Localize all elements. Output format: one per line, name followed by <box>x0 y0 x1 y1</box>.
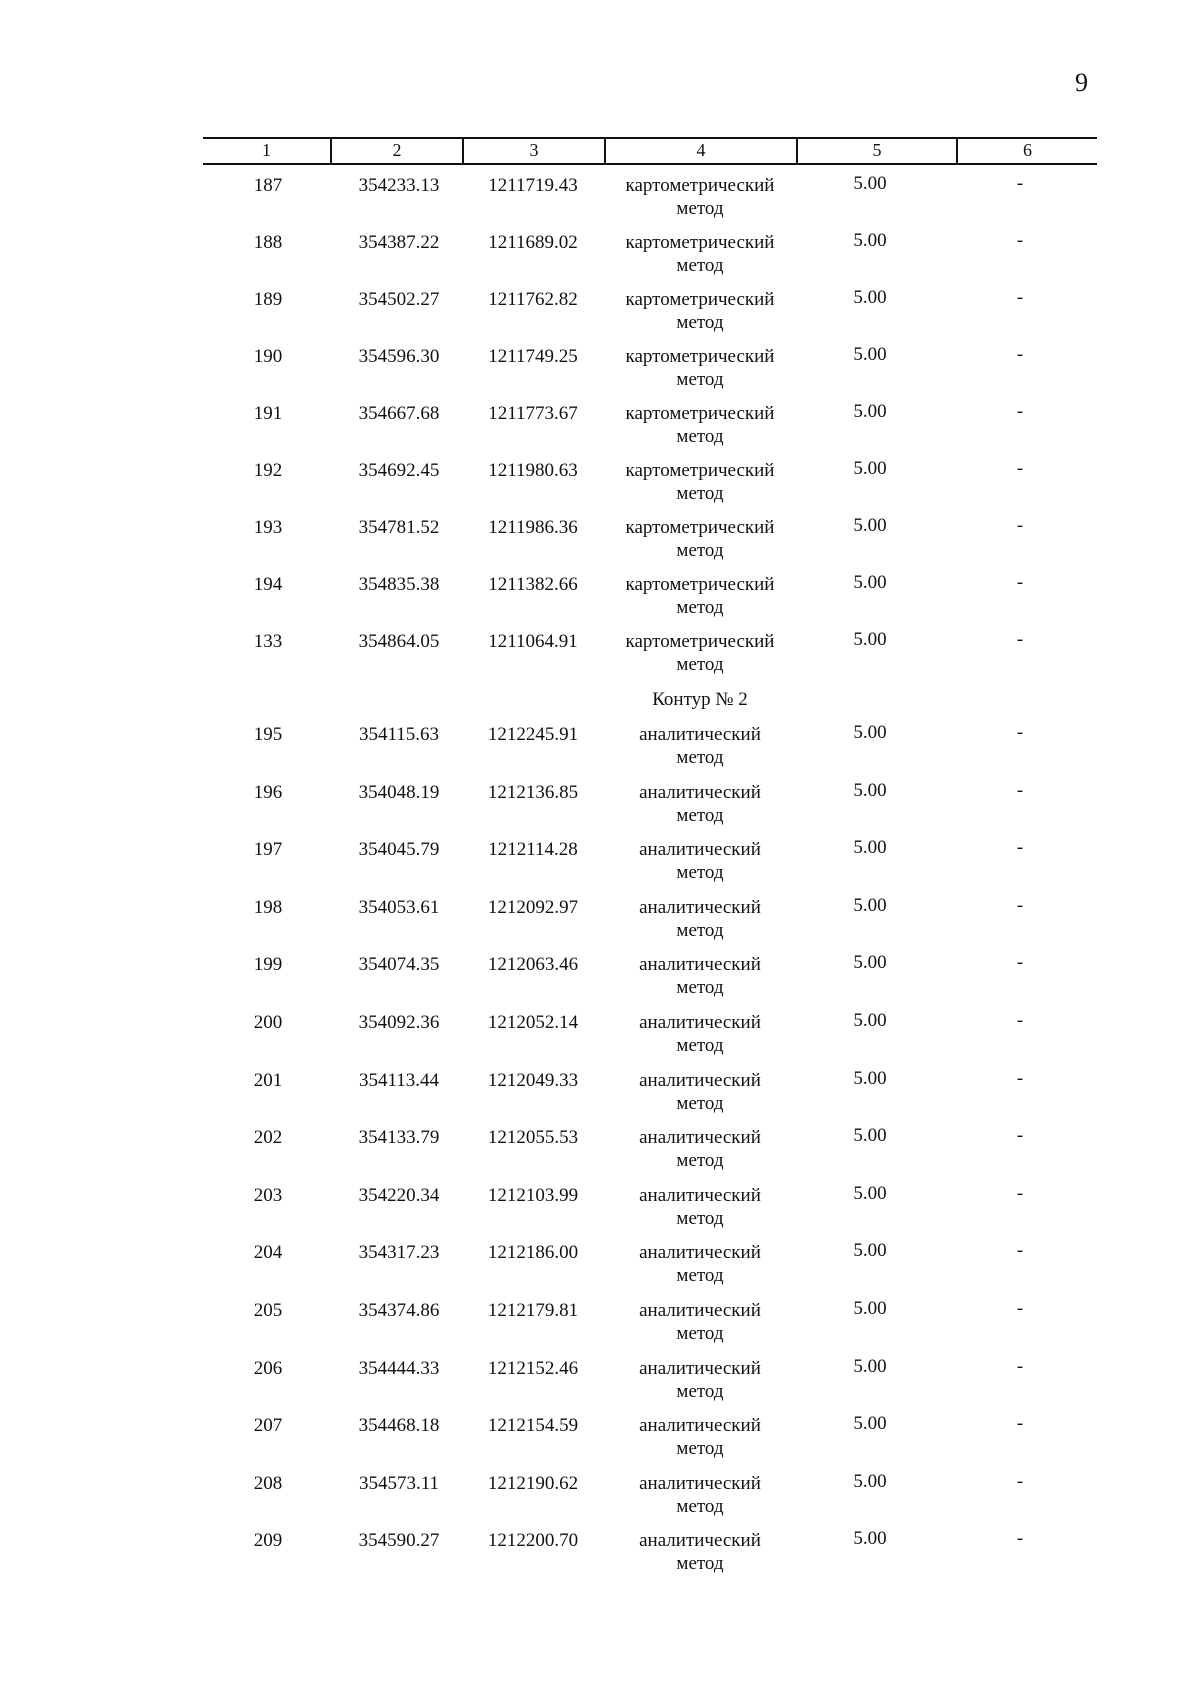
method-line-1: аналитический <box>639 1472 761 1494</box>
method <box>600 723 800 769</box>
method-line-2: метод <box>676 597 724 618</box>
point-number: 133 <box>253 631 283 652</box>
method-line-1: картометрический <box>625 175 775 196</box>
accuracy: 5.00 <box>853 401 887 422</box>
method-line-2: метод <box>676 1034 724 1056</box>
description: - <box>1016 629 1024 650</box>
coord-y: 1211980.63 <box>488 460 578 481</box>
coord-y: 1212114.28 <box>488 839 578 861</box>
method <box>600 781 800 827</box>
table-row <box>0 1357 1200 1415</box>
point-number: 203 <box>253 1184 283 1206</box>
method-line-1: картометрический <box>625 460 775 481</box>
point-number: 188 <box>253 232 283 253</box>
description: - <box>1016 1240 1024 1262</box>
method-line-1: аналитический <box>639 839 761 861</box>
coord-y: 1211719.43 <box>488 175 578 196</box>
method-line-2: метод <box>676 1207 724 1229</box>
method-line-1: аналитический <box>639 1242 761 1264</box>
coord-y: 1211773.67 <box>488 403 578 424</box>
coord-y: 1212152.46 <box>487 1357 579 1379</box>
accuracy: 5.00 <box>853 1355 887 1377</box>
table-row <box>0 573 1200 630</box>
coord-y: 1212186.00 <box>487 1242 579 1264</box>
coord-y: 1211382.66 <box>488 574 578 595</box>
method <box>600 1241 800 1287</box>
description: - <box>1016 722 1024 743</box>
coord-y: 1212063.46 <box>487 954 579 976</box>
description: - <box>1016 1182 1024 1204</box>
coord-y: 1212136.85 <box>487 781 579 803</box>
point-number: 205 <box>253 1299 283 1321</box>
point-number: 202 <box>253 1127 283 1149</box>
method-line-1: картометрический <box>625 346 775 367</box>
method <box>600 1126 800 1172</box>
coord-x: 354573.11 <box>358 1472 440 1494</box>
method <box>600 402 800 448</box>
point-number: 200 <box>253 1011 283 1033</box>
table-row <box>0 402 1200 459</box>
coord-x: 354233.13 <box>358 175 440 196</box>
accuracy: 5.00 <box>853 837 887 859</box>
method-line-2: метод <box>676 919 724 941</box>
coord-x: 354317.23 <box>358 1242 440 1264</box>
accuracy: 5.00 <box>853 287 887 308</box>
method <box>600 630 800 676</box>
method <box>600 1414 800 1460</box>
accuracy: 5.00 <box>853 1470 887 1492</box>
table-row <box>0 781 1200 839</box>
method-line-1: аналитический <box>639 954 761 976</box>
header-col-4: 4 <box>696 140 706 160</box>
table-row <box>0 174 1200 231</box>
method-line-2: метод <box>676 1438 724 1460</box>
method-line-2: метод <box>676 977 724 999</box>
coord-x: 354133.79 <box>358 1127 440 1149</box>
accuracy: 5.00 <box>853 894 887 916</box>
method-line-1: аналитический <box>639 1299 761 1321</box>
accuracy: 5.00 <box>853 1413 887 1435</box>
description: - <box>1016 1009 1024 1031</box>
point-number: 193 <box>253 517 283 538</box>
method <box>600 1472 800 1518</box>
header-col-3: 3 <box>529 140 539 160</box>
table-header <box>203 137 1097 165</box>
method-line-2: метод <box>676 1150 724 1172</box>
point-number: 204 <box>253 1242 283 1264</box>
coord-y: 1212092.97 <box>487 896 579 918</box>
table-row <box>0 1472 1200 1530</box>
method <box>600 573 800 619</box>
coord-y: 1212052.14 <box>487 1011 579 1033</box>
point-number: 207 <box>253 1415 283 1437</box>
coord-x: 354835.38 <box>358 574 440 595</box>
table-row <box>0 516 1200 573</box>
accuracy: 5.00 <box>853 1182 887 1204</box>
method-line-2: метод <box>676 654 724 675</box>
method-line-2: метод <box>676 369 724 390</box>
method-line-2: метод <box>676 1380 724 1402</box>
method <box>600 1011 800 1057</box>
coord-y: 1212055.53 <box>487 1127 579 1149</box>
coord-y: 1211689.02 <box>488 232 578 253</box>
point-number: 196 <box>253 781 283 803</box>
coord-x: 354053.61 <box>358 896 440 918</box>
method-line-1: аналитический <box>639 1415 761 1437</box>
method-line-2: метод <box>676 312 724 333</box>
method-line-1: аналитический <box>639 1069 761 1091</box>
method-line-2: метод <box>676 483 724 504</box>
table-row <box>0 1184 1200 1242</box>
table-row <box>0 1011 1200 1069</box>
method-line-1: аналитический <box>639 1357 761 1379</box>
point-number: 189 <box>253 289 283 310</box>
header-col-6: 6 <box>1023 140 1032 160</box>
method-line-1: аналитический <box>639 1184 761 1206</box>
point-number: 192 <box>253 460 283 481</box>
point-number: 190 <box>253 346 283 367</box>
table-row <box>0 288 1200 345</box>
point-number: 199 <box>253 954 283 976</box>
coord-x: 354048.19 <box>358 781 440 803</box>
point-number: 194 <box>253 574 283 595</box>
method-line-2: метод <box>676 1265 724 1287</box>
table-row <box>0 723 1200 781</box>
method <box>600 345 800 391</box>
method-line-1: картометрический <box>625 631 775 652</box>
accuracy: 5.00 <box>853 458 887 479</box>
point-number: 198 <box>253 896 283 918</box>
description: - <box>1016 287 1024 308</box>
accuracy: 5.00 <box>853 1297 887 1319</box>
method-line-2: метод <box>676 1092 724 1114</box>
method-line-2: метод <box>676 1495 724 1517</box>
accuracy: 5.00 <box>853 572 887 593</box>
method-line-2: метод <box>676 804 724 826</box>
method <box>600 953 800 999</box>
description: - <box>1016 894 1024 916</box>
table-row <box>0 1414 1200 1472</box>
coord-x: 354115.63 <box>358 724 440 745</box>
description: - <box>1016 952 1024 974</box>
table-row <box>0 345 1200 402</box>
method <box>600 1184 800 1230</box>
description: - <box>1016 779 1024 801</box>
method-line-1: аналитический <box>639 781 761 803</box>
method <box>600 174 800 220</box>
description: - <box>1016 458 1024 479</box>
accuracy: 5.00 <box>853 344 887 365</box>
method <box>600 1357 800 1403</box>
header-col-5: 5 <box>872 140 882 160</box>
method-line-1: картометрический <box>625 517 775 538</box>
description: - <box>1016 1470 1024 1492</box>
method-line-2: метод <box>676 426 724 447</box>
point-number: 197 <box>253 839 283 861</box>
coord-y: 1212190.62 <box>487 1472 579 1494</box>
method <box>600 231 800 277</box>
method-line-2: метод <box>676 1553 724 1575</box>
description: - <box>1016 230 1024 251</box>
point-number: 209 <box>253 1530 283 1552</box>
method <box>600 516 800 562</box>
coord-y: 1212154.59 <box>487 1415 579 1437</box>
coord-y: 1212200.70 <box>487 1530 579 1552</box>
coord-y: 1212245.91 <box>487 724 579 745</box>
coord-x: 354113.44 <box>358 1069 440 1091</box>
method-line-2: метод <box>676 540 724 561</box>
accuracy: 5.00 <box>853 629 887 650</box>
table-row <box>0 896 1200 954</box>
point-number: 201 <box>253 1069 283 1091</box>
method <box>600 1069 800 1115</box>
accuracy: 5.00 <box>853 515 887 536</box>
coord-x: 354781.52 <box>358 517 440 538</box>
description: - <box>1016 1125 1024 1147</box>
table-row <box>0 630 1200 687</box>
description: - <box>1016 173 1024 194</box>
table-row <box>0 1069 1200 1127</box>
coord-x: 354692.45 <box>358 460 440 481</box>
coord-x: 354374.86 <box>358 1299 440 1321</box>
description: - <box>1016 1067 1024 1089</box>
coord-y: 1211749.25 <box>488 346 578 367</box>
description: - <box>1016 1413 1024 1435</box>
accuracy: 5.00 <box>853 779 887 801</box>
description: - <box>1016 572 1024 593</box>
page-number: 9 <box>1075 68 1088 97</box>
coord-x: 354468.18 <box>358 1415 440 1437</box>
coord-x: 354444.33 <box>358 1357 440 1379</box>
method-line-2: метод <box>676 255 724 276</box>
contour-heading <box>0 687 1200 723</box>
method <box>600 1299 800 1345</box>
description: - <box>1016 1297 1024 1319</box>
description: - <box>1016 401 1024 422</box>
method-line-2: метод <box>676 747 724 768</box>
method <box>600 459 800 505</box>
coord-x: 354864.05 <box>358 631 440 652</box>
point-number: 206 <box>253 1357 283 1379</box>
method <box>600 1529 800 1575</box>
description: - <box>1016 515 1024 536</box>
point-number: 187 <box>253 175 283 196</box>
point-number: 195 <box>253 724 283 745</box>
description: - <box>1016 1528 1024 1550</box>
method <box>600 838 800 884</box>
accuracy: 5.00 <box>853 1125 887 1147</box>
method-line-2: метод <box>676 198 724 219</box>
accuracy: 5.00 <box>853 1528 887 1550</box>
header-col-1: 1 <box>262 140 271 160</box>
table-body <box>0 174 1200 1587</box>
coord-x: 354502.27 <box>358 289 440 310</box>
table-row <box>0 1529 1200 1587</box>
method-line-1: аналитический <box>639 1530 761 1552</box>
method-line-1: картометрический <box>625 289 775 310</box>
coord-x: 354074.35 <box>358 954 440 976</box>
header-col-2: 2 <box>392 140 402 160</box>
method-line-2: метод <box>676 862 724 884</box>
table-row <box>0 838 1200 896</box>
accuracy: 5.00 <box>853 1067 887 1089</box>
coord-x: 354092.36 <box>358 1011 440 1033</box>
method-line-2: метод <box>676 1322 724 1344</box>
table-row <box>0 1241 1200 1299</box>
coord-y: 1212049.33 <box>487 1069 579 1091</box>
method-line-1: картометрический <box>625 403 775 424</box>
coord-x: 354387.22 <box>358 232 440 253</box>
description: - <box>1016 344 1024 365</box>
table-row <box>0 953 1200 1011</box>
method-line-1: аналитический <box>639 1127 761 1149</box>
coord-y: 1211064.91 <box>488 631 578 652</box>
accuracy: 5.00 <box>853 952 887 974</box>
coord-y: 1211762.82 <box>488 289 578 310</box>
coord-y: 1212103.99 <box>487 1184 579 1206</box>
contour-title: Контур № 2 <box>652 689 748 710</box>
description: - <box>1016 837 1024 859</box>
method <box>600 288 800 334</box>
coord-y: 1212179.81 <box>487 1299 579 1321</box>
coord-x: 354220.34 <box>358 1184 440 1206</box>
method-line-1: картометрический <box>625 232 775 253</box>
coord-y: 1211986.36 <box>488 517 578 538</box>
accuracy: 5.00 <box>853 173 887 194</box>
table-row <box>0 459 1200 516</box>
method-line-1: картометрический <box>625 574 775 595</box>
accuracy: 5.00 <box>853 230 887 251</box>
accuracy: 5.00 <box>853 1009 887 1031</box>
method-line-1: аналитический <box>639 1011 761 1033</box>
description: - <box>1016 1355 1024 1377</box>
table-row <box>0 231 1200 288</box>
point-number: 191 <box>253 403 283 424</box>
table-row <box>0 1126 1200 1184</box>
coord-x: 354590.27 <box>358 1530 440 1552</box>
coord-x: 354045.79 <box>358 839 440 861</box>
coord-x: 354596.30 <box>358 346 440 367</box>
accuracy: 5.00 <box>853 722 887 743</box>
method <box>600 896 800 942</box>
method-line-1: аналитический <box>639 724 761 745</box>
point-number: 208 <box>253 1472 283 1494</box>
table-row <box>0 1299 1200 1357</box>
accuracy: 5.00 <box>853 1240 887 1262</box>
coord-x: 354667.68 <box>358 403 440 424</box>
method-line-1: аналитический <box>639 896 761 918</box>
